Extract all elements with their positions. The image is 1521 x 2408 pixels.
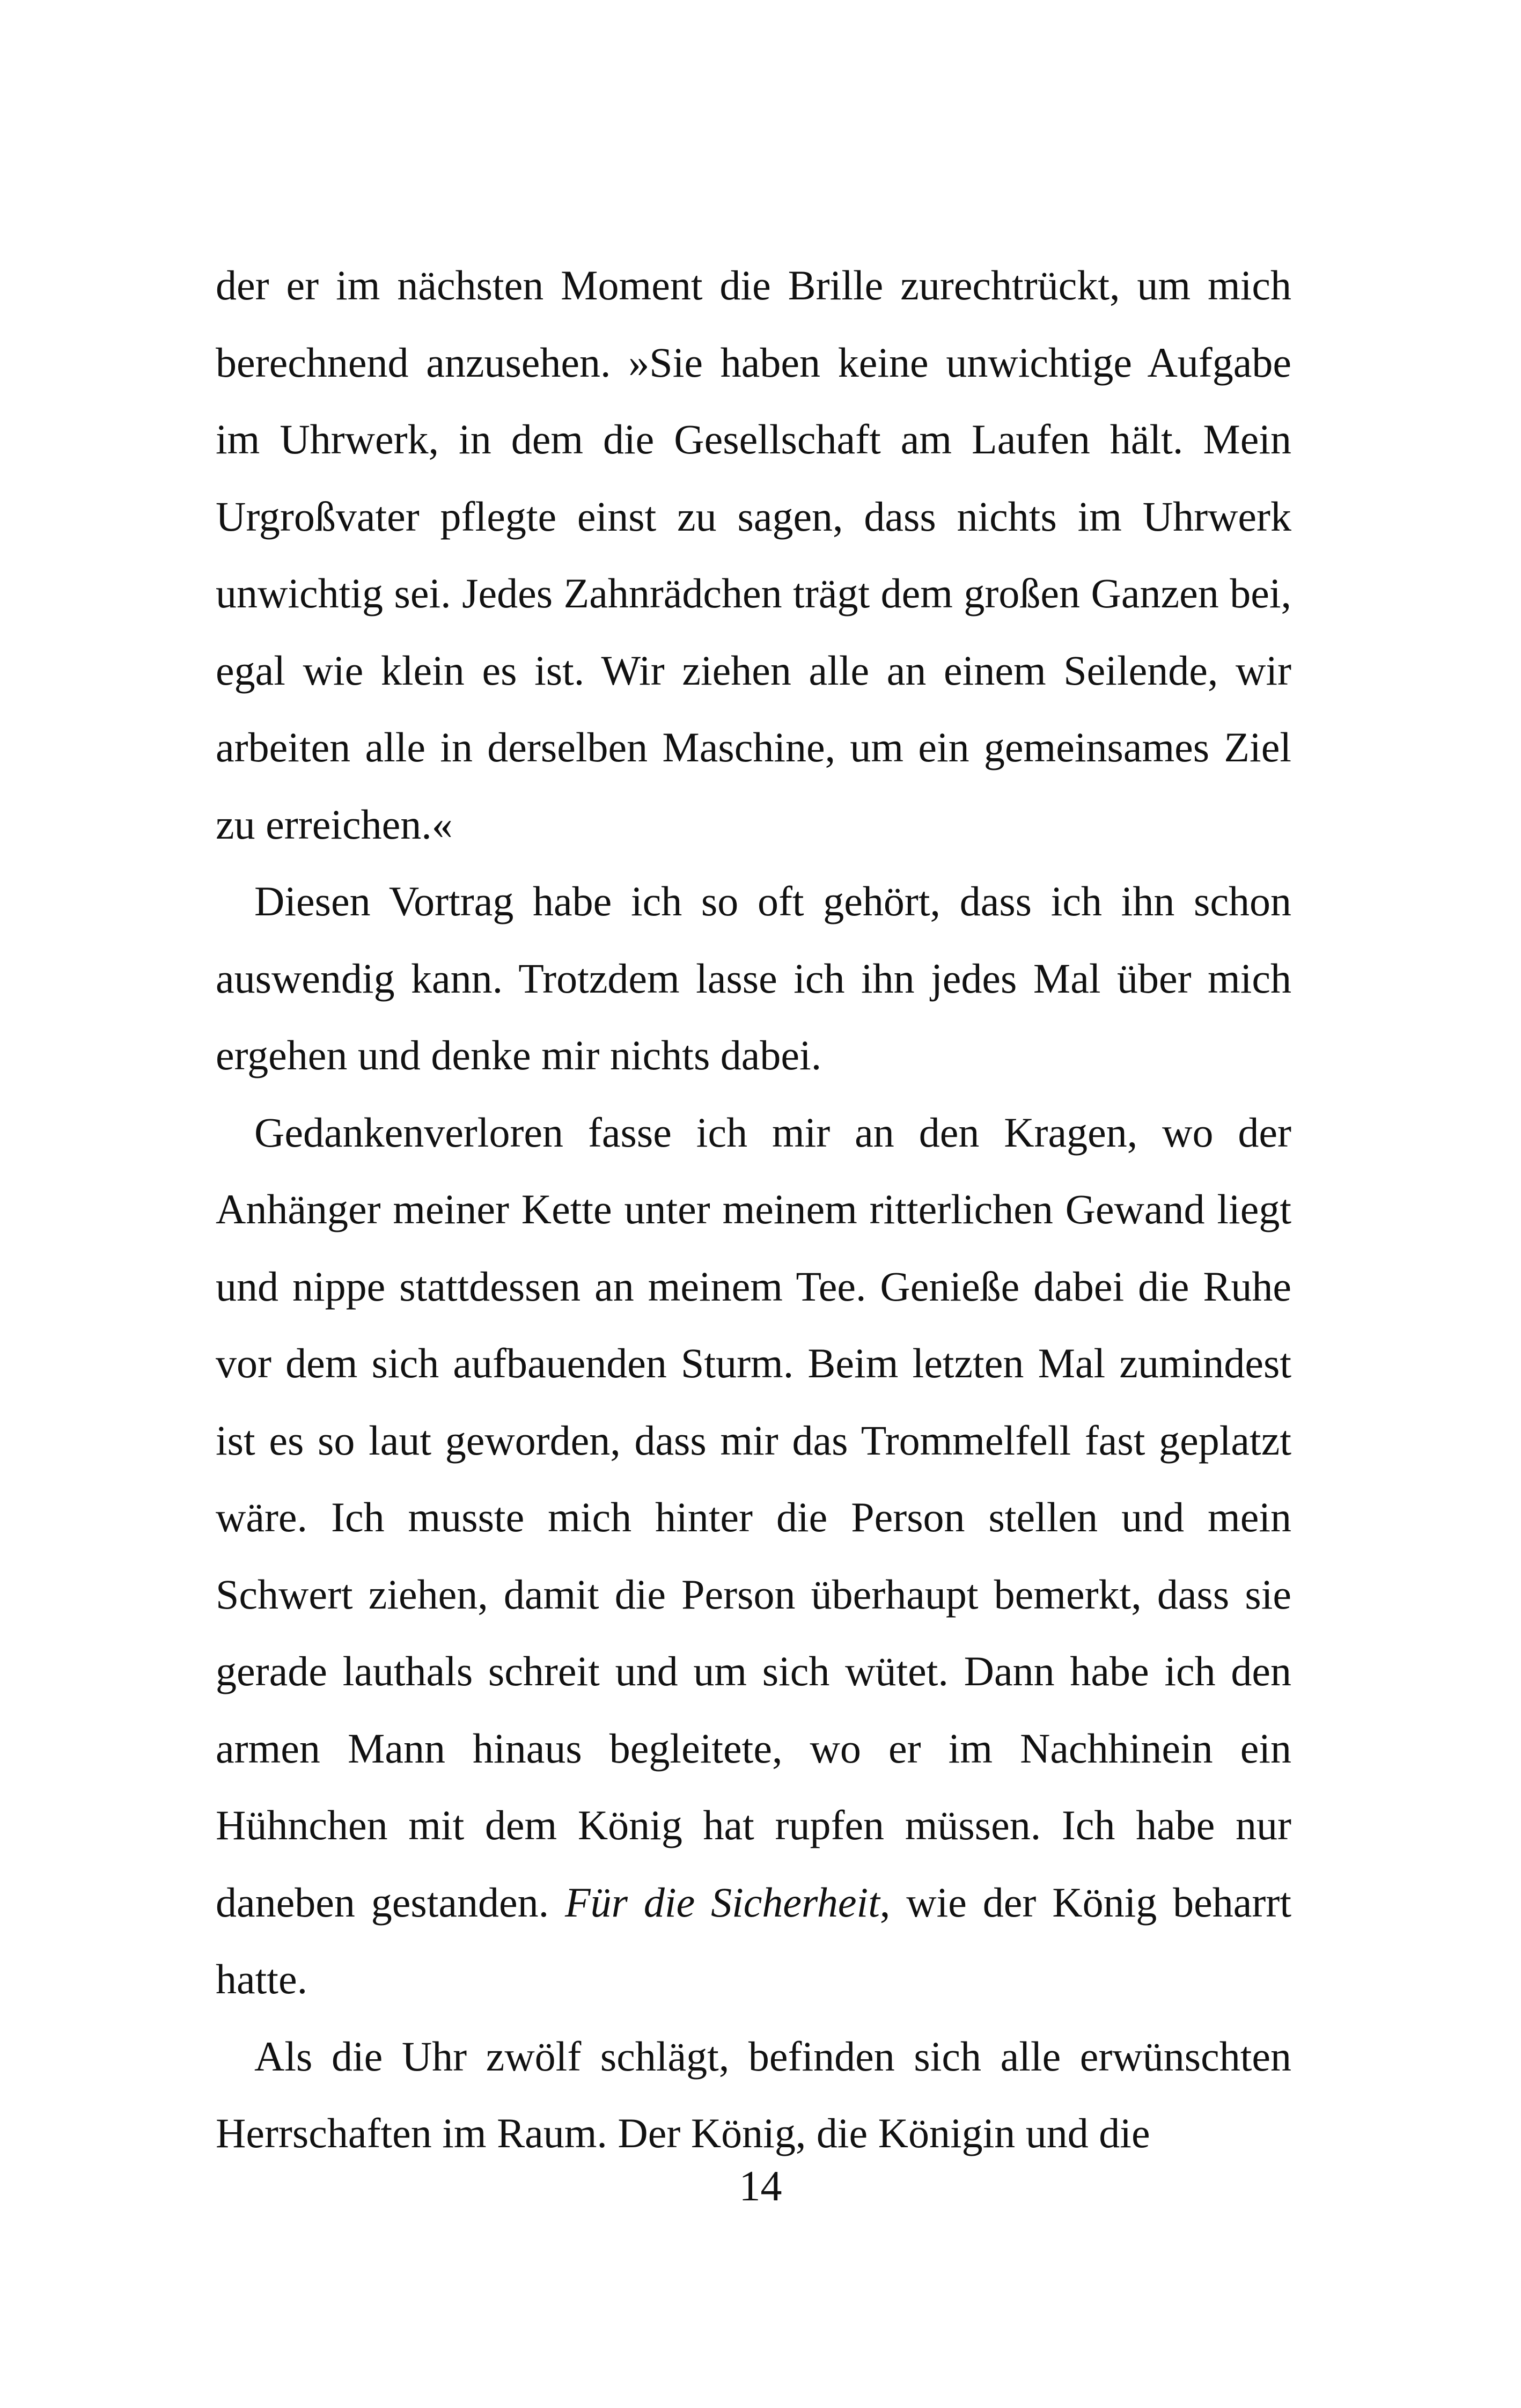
paragraph (216, 863, 1291, 1094)
paragraph (216, 2018, 1291, 2172)
paragraph (216, 247, 1291, 863)
paragraph (216, 1094, 1291, 2018)
paragraph-text: Als die Uhr zwölf schlägt, befinden sich alle erwünschten Herrschaften im Raum. Der König, die Königin und die (216, 2032, 1291, 2156)
page-number: 14 (739, 2163, 782, 2210)
paragraph-text: , wie der König beharrt hatte. (216, 1878, 1291, 2002)
italic-phrase: Für die Sicherheit (565, 1878, 880, 1926)
body-text (216, 247, 1291, 2172)
paragraph-text: Gedankenverloren fasse ich mir an den Kragen, wo der Anhänger meiner Kette unter meinem ritterlichen Gewand liegt und nippe stattdessen an meinem Tee. Genieße dabei die Ruhe vor dem sich aufbauenden Sturm. Beim letzten Mal zumindest ist es so laut geworden, dass mir das Trommelfell fast geplatzt wäre. Ich musste mich hinter die Person stellen und mein Schwert ziehen, damit die Person überhaupt bemerkt, dass sie gerade lauthals schreit und um sich wütet. Dann habe ich den armen Mann hinaus begleitete, wo er im Nachhinein ein Hühnchen mit dem König hat rupfen müssen. Ich habe nur daneben gestanden. (216, 1108, 1291, 1926)
paragraph-text: Diesen Vortrag habe ich so oft gehört, dass ich ihn schon auswendig kann. Trotzdem lasse ich ihn jedes Mal über mich ergehen und denke mir nichts dabei. (216, 878, 1291, 1078)
paragraph-text: der er im nächsten Moment die Brille zurechtrückt, um mich berechnend anzusehen. »Sie haben keine unwichtige Aufgabe im Uhrwerk, in dem die Gesellschaft am Laufen hält. Mein Urgroßvater pflegte einst zu sagen, dass nichts im Uhrwerk unwichtig sei. Jedes Zahnrädchen trägt dem großen Ganzen bei, egal wie klein es ist. Wir ziehen alle an einem Seilende, wir arbeiten alle in derselben Maschine, um ein gemeinsames Ziel zu erreichen.« (216, 262, 1291, 848)
